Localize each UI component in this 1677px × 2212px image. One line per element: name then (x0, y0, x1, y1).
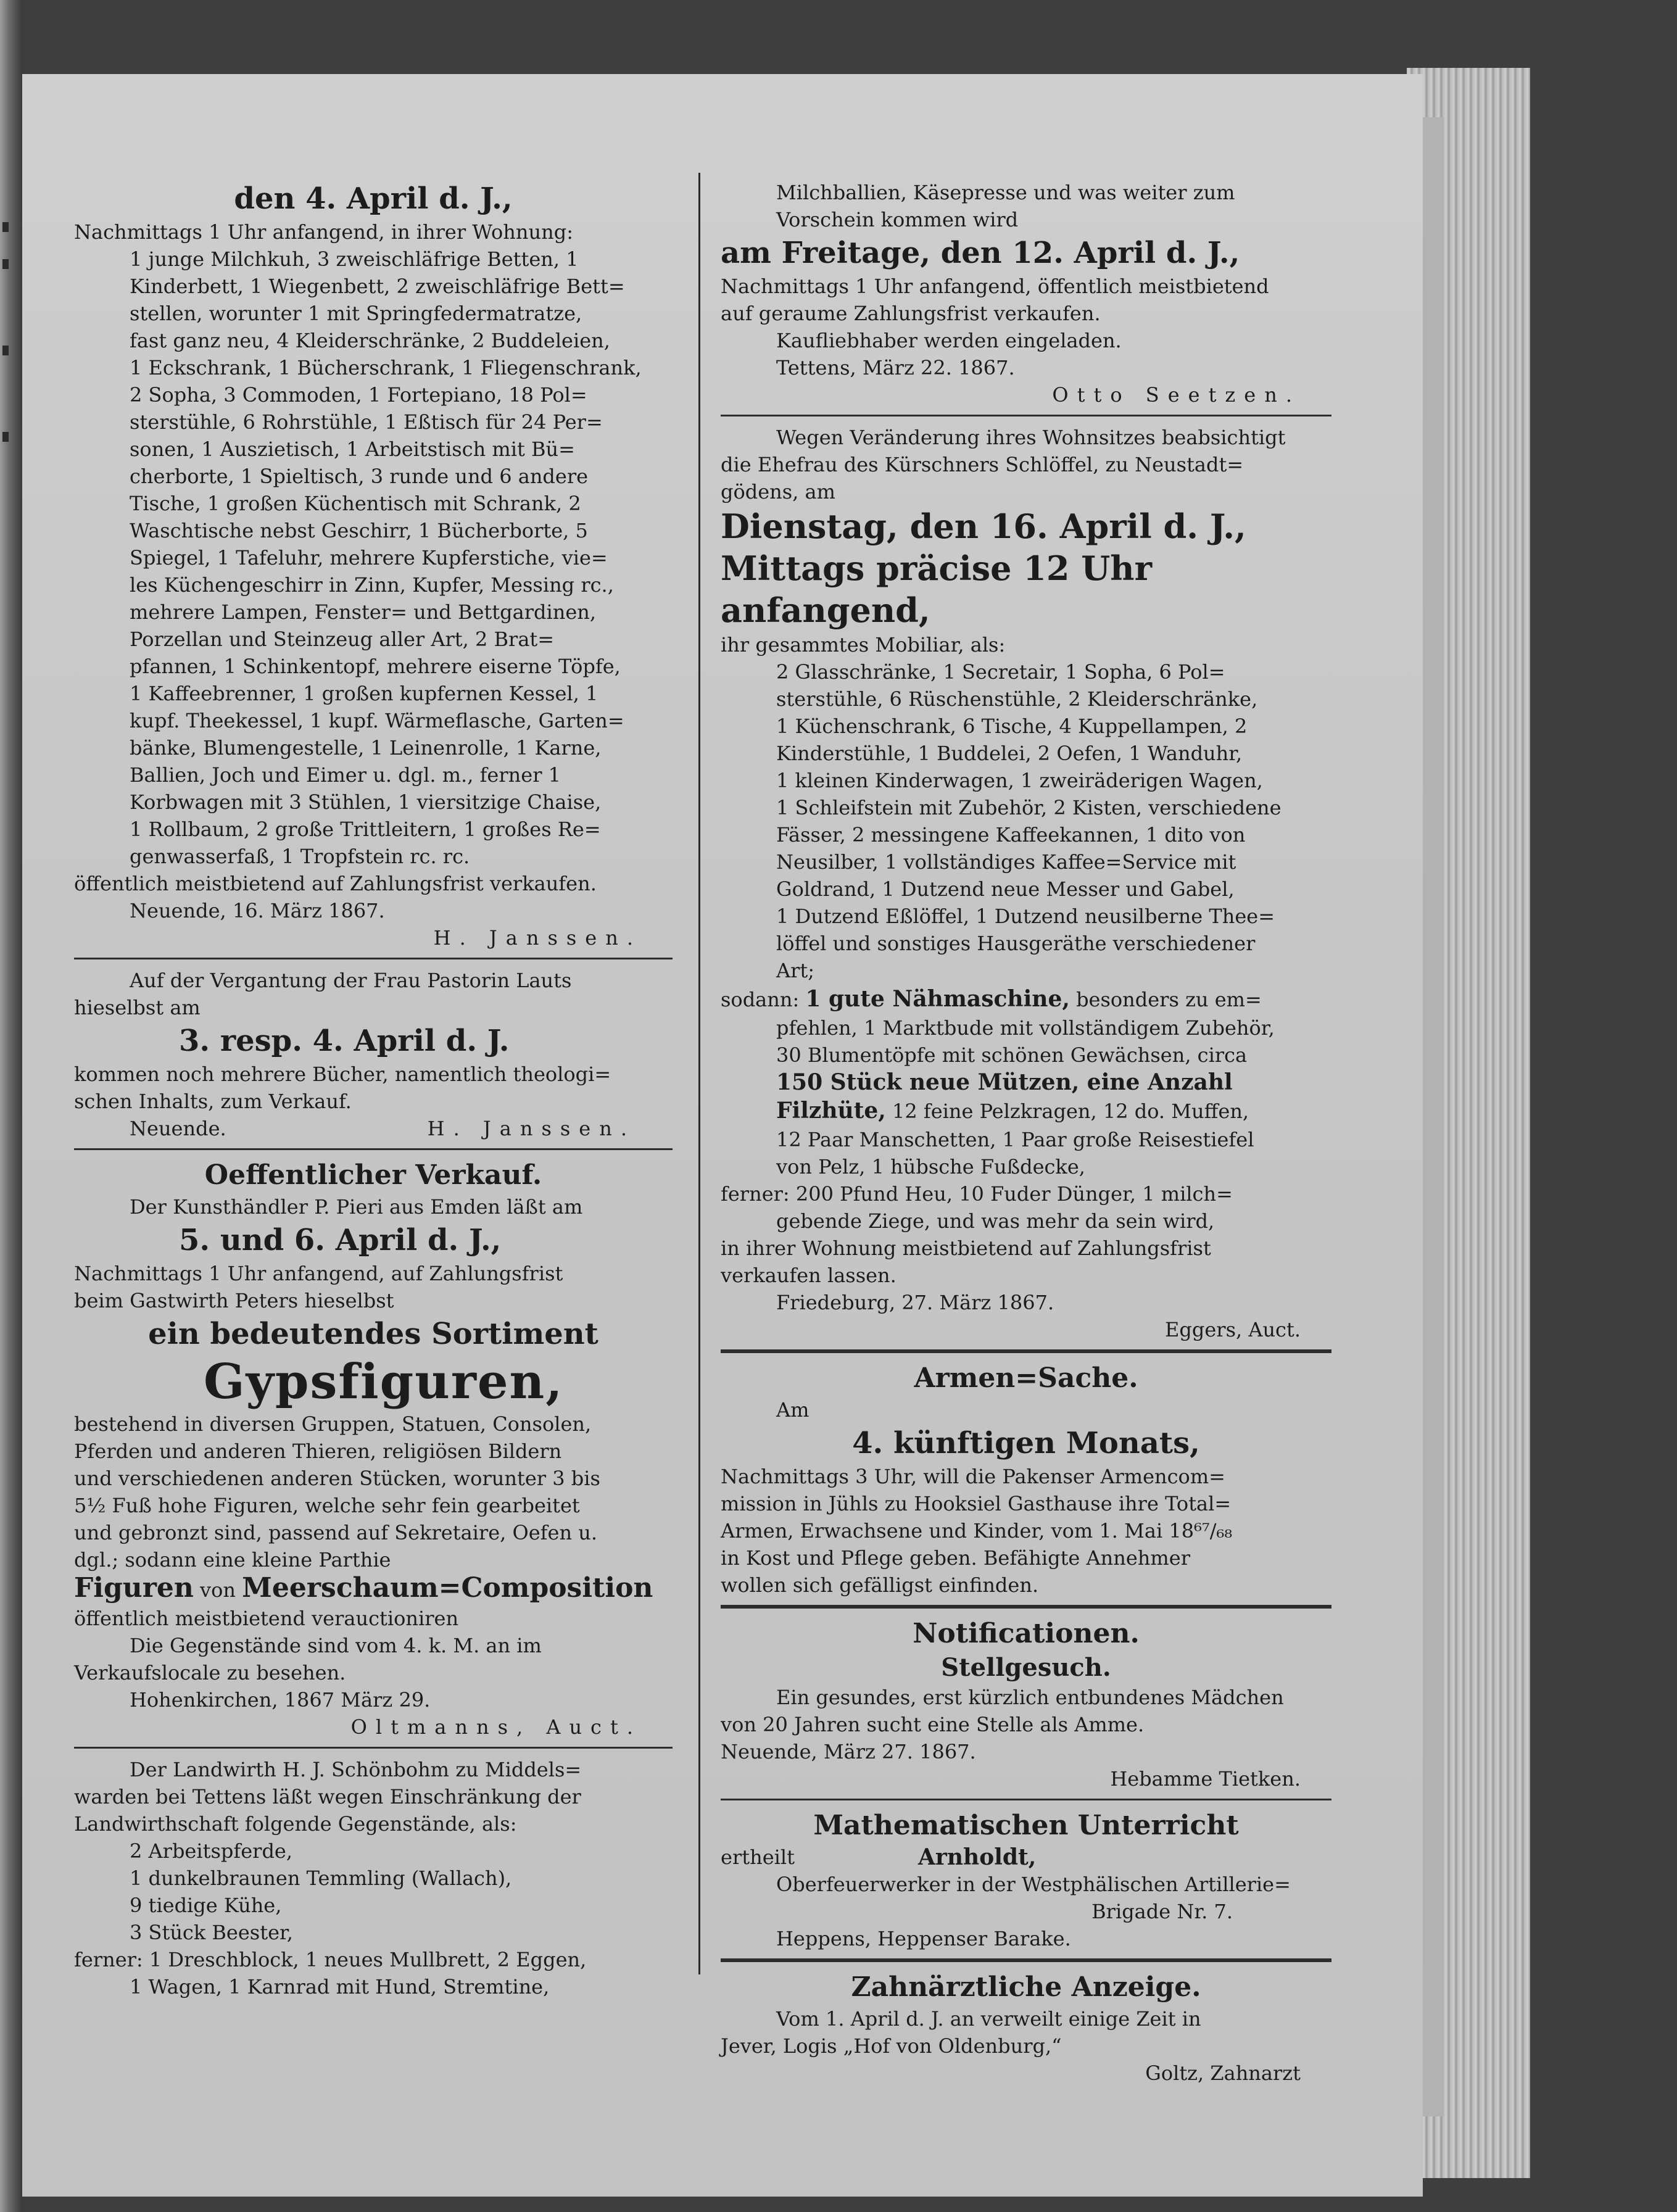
ad-line: 2 Glasschränke, 1 Secretair, 1 Sopha, 6 Pol= (776, 660, 1225, 684)
ad-signature: Otto Seetzen. (1052, 383, 1301, 407)
ad-line: 1 Dutzend Eßlöffel, 1 Dutzend neusilberne Thee= (776, 905, 1275, 928)
ad-dateline: Neuende, März 27. 1867. (721, 1740, 976, 1763)
ad-meerschaum-line (74, 1573, 673, 1605)
ad-line: Wegen Veränderung ihres Wohnsitzes beabsichtigt (776, 426, 1286, 449)
ad-dateline: Heppens, Heppenser Barake. (776, 1927, 1071, 1950)
ad-heading: Zahnärztliche Anzeige. (851, 1971, 1201, 2003)
ad-dentist (721, 1970, 1331, 2087)
ad-bold-word: Filzhüte, (776, 1098, 886, 1124)
ad-line: cherborte, 1 Spieltisch, 3 runde und 6 andere (130, 465, 589, 488)
ad-line: Am (776, 1398, 810, 1422)
ad-line: Nachmittags 1 Uhr anfangend, in ihrer Wohnung: (74, 220, 573, 244)
ad-line: les Küchengeschirr in Zinn, Kupfer, Messing rc., (130, 573, 614, 597)
ad-word: ertheilt (721, 1845, 795, 1869)
ad-line: ferner: 200 Pfund Heu, 10 Fuder Dünger, 1 milch= (721, 1182, 1233, 1206)
ad-word: von (200, 1578, 236, 1602)
ad-line: Spiegel, 1 Tafeluhr, mehrere Kupferstiche, vie= (130, 546, 608, 570)
ad-line: auf geraume Zahlungsfrist verkaufen. (721, 302, 1101, 325)
ad-line: dgl.; sodann eine kleine Parthie (74, 1548, 391, 1572)
ad-line: 1 junge Milchkuh, 3 zweischläfrige Betten, 1 (130, 247, 579, 271)
ad-line: 5½ Fuß hohe Figuren, welche sehr fein gearbeitet (74, 1494, 580, 1517)
ad-line: Art; (776, 959, 815, 982)
ad-line: kommen noch mehrere Bücher, namentlich theologi= (74, 1063, 611, 1086)
ad-line: kupf. Theekessel, 1 kupf. Wärmeflasche, Garten= (130, 709, 624, 732)
ad-line: Ein gesundes, erst kürzlich entbundenes Mädchen (776, 1686, 1284, 1709)
ad-line: Porzellan und Steinzeug aller Art, 2 Brat= (130, 628, 555, 651)
ad-bold-word: Meerschaum=Composition (242, 1572, 653, 1604)
ad-dateline: Tettens, März 22. 1867. (776, 356, 1015, 379)
ad-line: 1 Wagen, 1 Karnrad mit Hund, Stremtine, (130, 1975, 550, 1999)
ad-bold-word: 1 gute Nähmaschine, (805, 986, 1070, 1012)
ad-place: Neuende. (130, 1117, 226, 1140)
ad-line: schen Inhalts, zum Verkauf. (74, 1090, 352, 1113)
ad-name-line (721, 1844, 1331, 1871)
ad-line: Landwirthschaft folgende Gegenstände, als: (74, 1812, 517, 1836)
ad-line: stellen, worunter 1 mit Springfedermatratze, (130, 302, 582, 325)
ad-item: 3 Stück Beester, (130, 1921, 293, 1944)
ad-farm-auction (74, 1756, 673, 2000)
ad-line: sterstühle, 6 Rohrstühle, 1 Eßtisch für 24 Per= (130, 410, 603, 434)
ad-separator (721, 1349, 1331, 1353)
ad-line: Nachmittags 3 Uhr, will die Pakenser Armencom= (721, 1465, 1225, 1488)
ad-line: Der Landwirth H. J. Schönbohm zu Middels= (130, 1758, 582, 1781)
ad-line: Der Kunsthändler P. Pieri aus Emden läßt am (130, 1195, 583, 1219)
ad-closing: öffentlich meistbietend auf Zahlungsfrist verkaufen. (74, 872, 597, 895)
ad-line: bestehend in diversen Gruppen, Statuen, Consolen, (74, 1412, 592, 1436)
ad-line: Tische, 1 großen Küchentisch mit Schrank, 2 (130, 492, 581, 515)
ad-heading: Notificationen. (913, 1618, 1140, 1649)
left-column (74, 179, 673, 2000)
ad-separator (74, 958, 673, 959)
ad-line: Nachmittags 1 Uhr anfangend, auf Zahlungsfrist (74, 1262, 563, 1285)
ad-line: 1 Küchenschrank, 6 Tische, 4 Kuppellampen, 2 (776, 715, 1248, 738)
ad-heading: Oeffentlicher Verkauf. (204, 1159, 542, 1191)
ad-time-heading: Mittags präcise 12 Uhr anfangend, (721, 549, 1153, 630)
ad-line: pfannen, 1 Schinkentopf, mehrere eiserne Töpfe, (130, 655, 621, 678)
ad-line: mission in Jühls zu Hooksiel Gasthause ihre Total= (721, 1492, 1232, 1515)
ad-line: 1 Kaffeebrenner, 1 großen kupfernen Kessel, 1 (130, 682, 598, 705)
ad-date-heading: 4. künftigen Monats, (852, 1426, 1200, 1460)
ad-line: Fässer, 2 messingene Kaffeekannen, 1 dito von (776, 823, 1246, 847)
ad-bold-word: Figuren (74, 1572, 194, 1604)
ad-line: 1 Schleifstein mit Zubehör, 2 Kisten, verschiedene (776, 796, 1282, 819)
ad-line: und verschiedenen anderen Stücken, worunter 3 bis (74, 1467, 600, 1490)
ad-line: in Kost und Pflege geben. Befähigte Annehmer (721, 1546, 1190, 1570)
ad-item: 1 dunkelbraunen Temmling (Wallach), (130, 1866, 512, 1890)
ad-line: Brigade Nr. 7. (1091, 1900, 1233, 1923)
ad-book-auction (74, 967, 673, 1142)
ad-line: Jever, Logis „Hof von Oldenburg,“ (721, 2034, 1062, 2058)
ad-line: Milchballien, Käsepresse und was weiter zum (776, 181, 1235, 204)
ad-line: Armen, Erwachsene und Kinder, vom 1. Mai 18⁶⁷/₆₈ (721, 1519, 1233, 1543)
ad-line: Auf der Vergantung der Frau Pastorin Lauts (130, 969, 572, 992)
ad-line: ihr gesammtes Mobiliar, als: (721, 633, 1006, 657)
ad-separator (721, 415, 1331, 416)
ad-line: die Ehefrau des Kürschners Schlöffel, zu Neustadt= (721, 453, 1244, 476)
ad-math-lessons (721, 1808, 1331, 1952)
ad-line: Kinderstühle, 1 Buddelei, 2 Oefen, 1 Wanduhr, (776, 742, 1243, 765)
ad-notifications (721, 1616, 1331, 1792)
ad-line: Korbwagen mit 3 Stühlen, 1 viersitzige Chaise, (130, 790, 602, 814)
ad-line: 1 Rollbaum, 2 große Trittleitern, 1 großes Re= (130, 818, 601, 841)
ad-dateline: Hohenkirchen, 1867 März 29. (130, 1688, 431, 1712)
ad-heading: Armen=Sache. (914, 1362, 1138, 1394)
ad-item: 2 Arbeitspferde, (130, 1839, 293, 1863)
ad-signature: H. Janssen. (433, 926, 642, 950)
ad-bold-word: Arnholdt, (917, 1844, 1037, 1870)
ad-line: von Pelz, 1 hübsche Fußdecke, (776, 1155, 1085, 1178)
column-divider (698, 173, 700, 1974)
ad-line: Kinderbett, 1 Wiegenbett, 2 zweischläfrige Bett= (130, 275, 625, 298)
ad-dateline: Friedeburg, 27. März 1867. (776, 1291, 1054, 1314)
ad-line: 30 Blumentöpfe mit schönen Gewächsen, circa (776, 1043, 1248, 1067)
ad-filz-line (721, 1096, 1331, 1126)
ad-line: Ballien, Joch und Eimer u. dgl. m., ferner 1 (130, 763, 561, 787)
ad-date-heading: am Freitage, den 12. April d. J., (721, 236, 1240, 270)
ad-word: sodann: (721, 988, 800, 1011)
ad-bold-line: 150 Stück neue Mützen, eine Anzahl (776, 1069, 1233, 1095)
binding-gutter (0, 0, 22, 2212)
ad-line: wollen sich gefälligst einfinden. (721, 1573, 1039, 1597)
ad-line: Kaufliebhaber werden eingeladen. (776, 329, 1122, 352)
ad-date-heading: 5. und 6. April d. J., (179, 1223, 502, 1257)
ad-separator (721, 1958, 1331, 1962)
ad-signature: H. Janssen. (427, 1117, 636, 1140)
ad-line: verkaufen lassen. (721, 1264, 896, 1287)
ad-line: mehrere Lampen, Fenster= und Bettgardinen, (130, 600, 597, 624)
ad-separator (721, 1605, 1331, 1609)
ad-line: Waschtische nebst Geschirr, 1 Bücherborte, 5 (130, 519, 588, 542)
ad-line: Pferden und anderen Thieren, religiösen Bildern (74, 1439, 562, 1463)
ad-line: in ihrer Wohnung meistbietend auf Zahlungsfrist (721, 1236, 1211, 1260)
ad-poor-relief (721, 1361, 1331, 1599)
ad-line: beim Gastwirth Peters hieselbst (74, 1289, 394, 1312)
ad-line: Neusilber, 1 vollständiges Kaffee=Service mit (776, 850, 1236, 874)
ad-estate-auction-neuende (74, 179, 673, 951)
ad-signature: Goltz, Zahnarzt (1145, 2061, 1301, 2085)
ad-line: gödens, am (721, 480, 835, 503)
ad-word: besonders zu em= (1076, 988, 1262, 1011)
ad-plaster-figures (74, 1158, 673, 1741)
ad-line: Vom 1. April d. J. an verweilt einige Zeit in (776, 2007, 1201, 2031)
ad-signature: Oltmanns, Auct. (350, 1715, 642, 1739)
ad-signature: Hebamme Tietken. (1110, 1767, 1301, 1791)
ad-word: 12 feine Pelzkragen, 12 do. Muffen, (892, 1100, 1249, 1123)
ad-line: Nachmittags 1 Uhr anfangend, öffentlich meistbietend (721, 275, 1269, 298)
ad-line: warden bei Tettens läßt wegen Einschränkung der (74, 1785, 581, 1808)
ad-furniture-auction (721, 424, 1331, 1343)
ad-line: Goldrand, 1 Dutzend neue Messer und Gabel, (776, 877, 1235, 901)
ad-line: genwasserfaß, 1 Tropfstein rc. rc. (130, 845, 470, 868)
ad-line: 12 Paar Manschetten, 1 Paar große Reisestiefel (776, 1128, 1254, 1151)
ad-line: fast ganz neu, 4 Kleiderschränke, 2 Buddeleien, (130, 329, 610, 352)
ad-date-heading: Dienstag, den 16. April d. J., (721, 507, 1246, 546)
ad-heading: Mathematischen Unterricht (813, 1810, 1239, 1841)
ad-separator (74, 1747, 673, 1749)
ad-line: Oberfeuerwerker in der Westphälischen Artillerie= (776, 1873, 1291, 1896)
ad-line: ferner: 1 Dreschblock, 1 neues Mullbrett, 2 Eggen, (74, 1948, 587, 1971)
ad-line: von 20 Jahren sucht eine Stelle als Amme. (721, 1713, 1145, 1736)
ad-item: 9 tiedige Kühe, (130, 1894, 282, 1917)
ad-line: 2 Sopha, 3 Commoden, 1 Fortepiano, 18 Pol= (130, 383, 587, 407)
ad-line: pfehlen, 1 Marktbude mit vollständigem Zubehör, (776, 1016, 1275, 1040)
page-edge-shadow (1419, 117, 1444, 2116)
ad-date-heading: den 4. April d. J., (234, 181, 513, 216)
right-column (721, 179, 1331, 2087)
ad-separator (721, 1799, 1331, 1800)
ad-date-heading: 3. resp. 4. April d. J. (179, 1024, 510, 1058)
ad-subheading: Stellgesuch. (941, 1653, 1111, 1682)
ad-line: Verkaufslocale zu besehen. (74, 1661, 346, 1684)
ad-title: Gypsfiguren, (204, 1354, 564, 1410)
ad-sewing-machine-line (721, 984, 1331, 1014)
ad-line: und gebronzt sind, passend auf Sekretaire, Oefen u. (74, 1521, 597, 1544)
ad-subheading: ein bedeutendes Sortiment (148, 1317, 598, 1351)
ad-footer (74, 1115, 673, 1142)
ad-signature: Eggers, Auct. (1165, 1318, 1301, 1341)
ad-line: bänke, Blumengestelle, 1 Leinenrolle, 1 Karne, (130, 736, 602, 760)
ad-line: öffentlich meistbietend verauctioniren (74, 1607, 459, 1630)
ad-dateline: Neuende, 16. März 1867. (130, 899, 385, 922)
ad-line: 1 Eckschrank, 1 Bücherschrank, 1 Fliegenschrank, (130, 356, 642, 379)
ad-line: sonen, 1 Auszietisch, 1 Arbeitstisch mit Bü= (130, 437, 575, 461)
ad-line: Vorschein kommen wird (776, 208, 1019, 231)
ad-separator (74, 1148, 673, 1150)
ad-line: hieselbst am (74, 996, 201, 1019)
ad-line: löffel und sonstiges Hausgeräthe verschiedener (776, 932, 1256, 955)
ad-line: 1 kleinen Kinderwagen, 1 zweiräderigen Wagen, (776, 769, 1263, 792)
ad-line: gebende Ziege, und was mehr da sein wird, (776, 1209, 1215, 1233)
ad-line: Die Gegenstände sind vom 4. k. M. an im (130, 1634, 542, 1657)
ad-line: sterstühle, 6 Rüschenstühle, 2 Kleiderschränke, (776, 687, 1258, 711)
ad-tettens-auction (721, 179, 1331, 408)
